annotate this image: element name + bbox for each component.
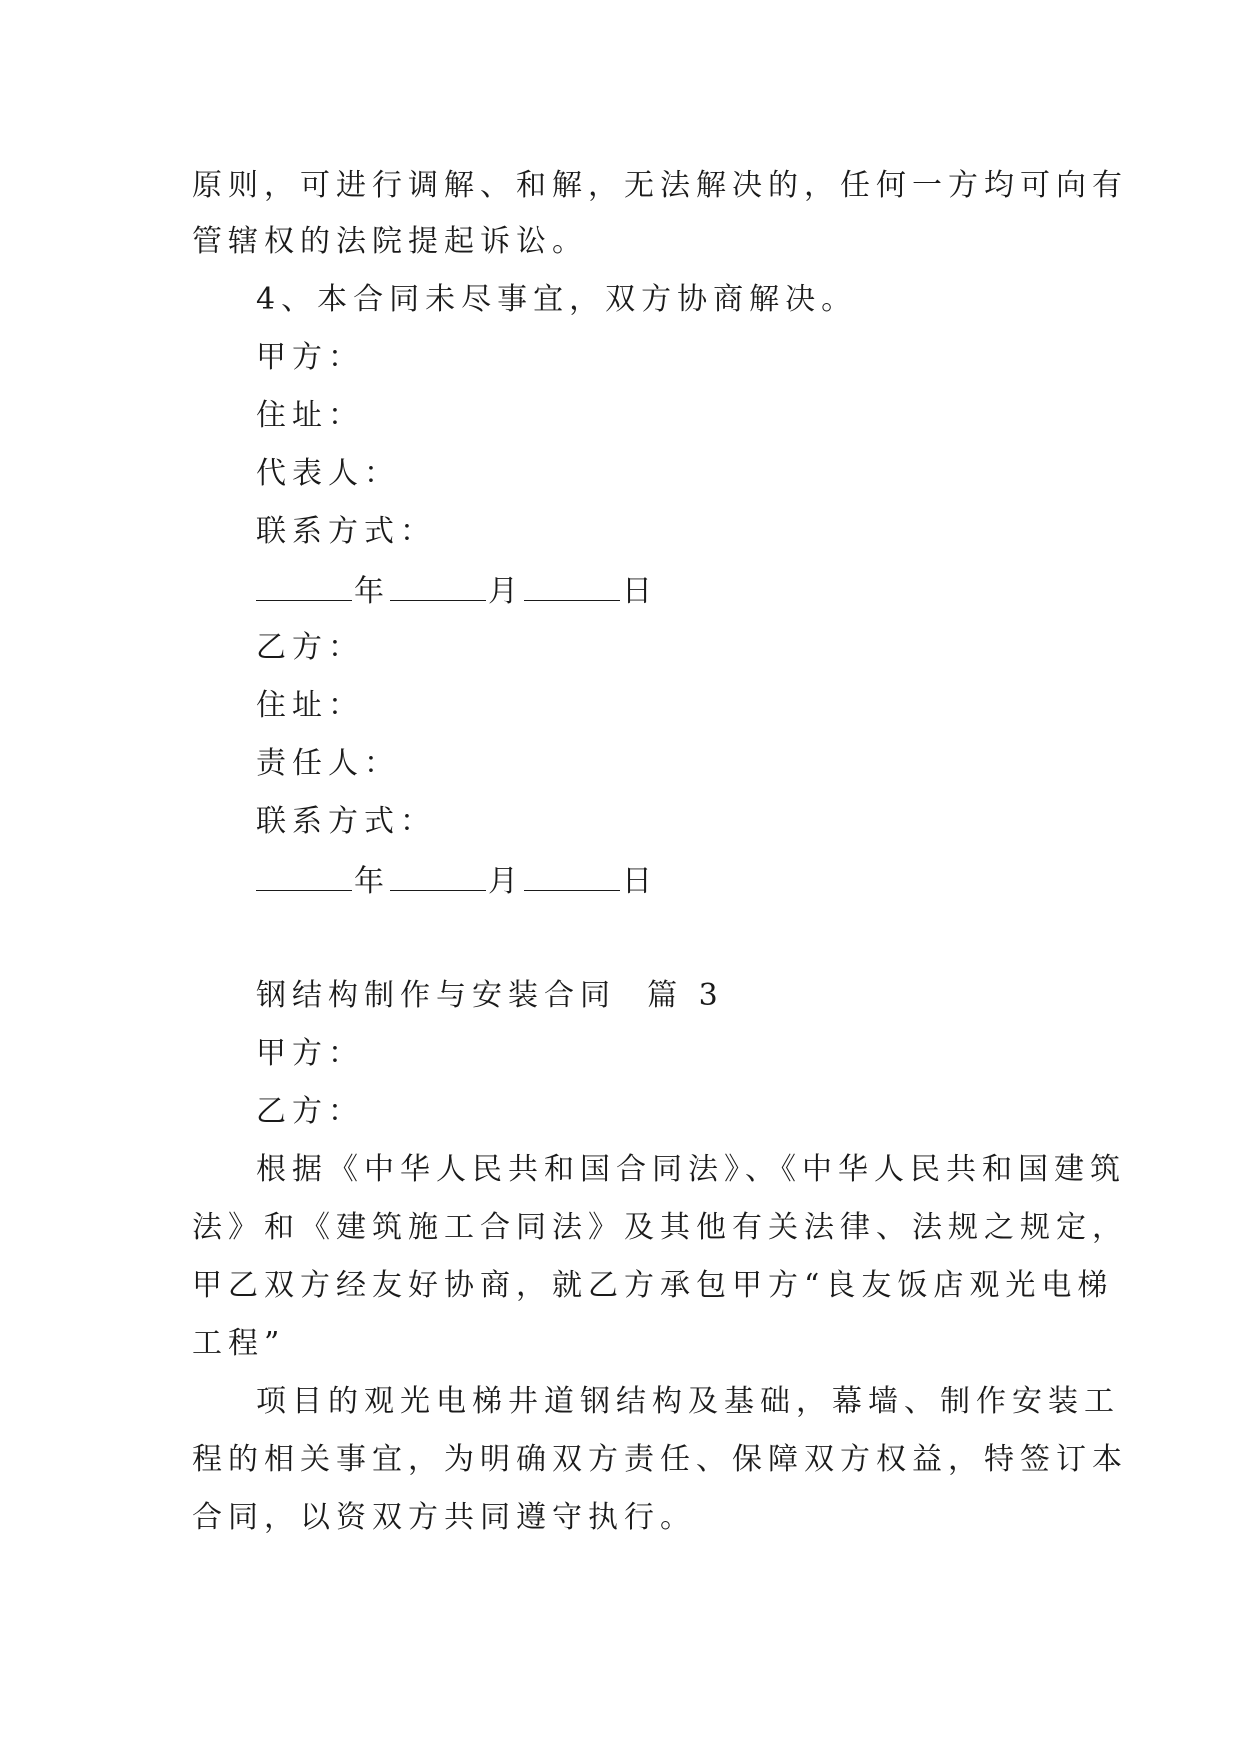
date-year-label: 年	[354, 864, 390, 899]
date-day-blank	[524, 860, 620, 891]
paragraph-line: 原则，可进行调解、和解，无法解决的，任何一方均可向有	[192, 168, 1128, 203]
party-b-label: 乙方：	[256, 630, 364, 665]
paragraph-line: 项目的观光电梯井道钢结构及基础，幕墙、制作安装工	[256, 1384, 1120, 1419]
date-year-blank	[256, 570, 352, 601]
paragraph-line: 管辖权的法院提起诉讼。	[192, 224, 588, 259]
paragraph-line: 合同，以资双方共同遵守执行。	[192, 1500, 696, 1535]
date-day-label: 日	[622, 574, 658, 609]
date-month-label: 月	[488, 864, 524, 899]
paragraph-line: 程的相关事宜，为明确双方责任、保障双方权益，特签订本	[192, 1442, 1128, 1477]
date-month-blank	[390, 570, 486, 601]
paragraph-line: 法》和《建筑施工合同法》及其他有关法律、法规之规定，	[192, 1210, 1128, 1245]
paragraph-clause-4: 4、本合同未尽事宜，双方协商解决。	[256, 282, 858, 317]
paragraph-line: 甲乙双方经友好协商，就乙方承包甲方“良友饭店观光电梯	[192, 1268, 1114, 1303]
party-a-label: 甲方：	[256, 340, 364, 375]
party-b-contact-label: 联系方式：	[256, 804, 436, 839]
date-year-label: 年	[354, 574, 390, 609]
date-year-blank	[256, 860, 352, 891]
paragraph-line: 根据《中华人民共和国合同法》、《中华人民共和国建筑	[256, 1152, 1126, 1187]
date-day-label: 日	[622, 864, 658, 899]
section3-party-b-label: 乙方：	[256, 1094, 364, 1129]
party-b-responsible-label: 责任人：	[256, 746, 400, 781]
party-b-address-label: 住址：	[256, 688, 364, 723]
paragraph-line: 工程”	[192, 1326, 286, 1361]
party-a-date-line	[256, 570, 658, 612]
party-a-representative-label: 代表人：	[256, 456, 400, 491]
date-month-blank	[390, 860, 486, 891]
section-title: 钢结构制作与安装合同 篇 3	[256, 978, 724, 1013]
party-a-address-label: 住址：	[256, 398, 364, 433]
section3-party-a-label: 甲方：	[256, 1036, 364, 1071]
party-b-date-line	[256, 860, 658, 902]
date-day-blank	[524, 570, 620, 601]
party-a-contact-label: 联系方式：	[256, 514, 436, 549]
date-month-label: 月	[488, 574, 524, 609]
